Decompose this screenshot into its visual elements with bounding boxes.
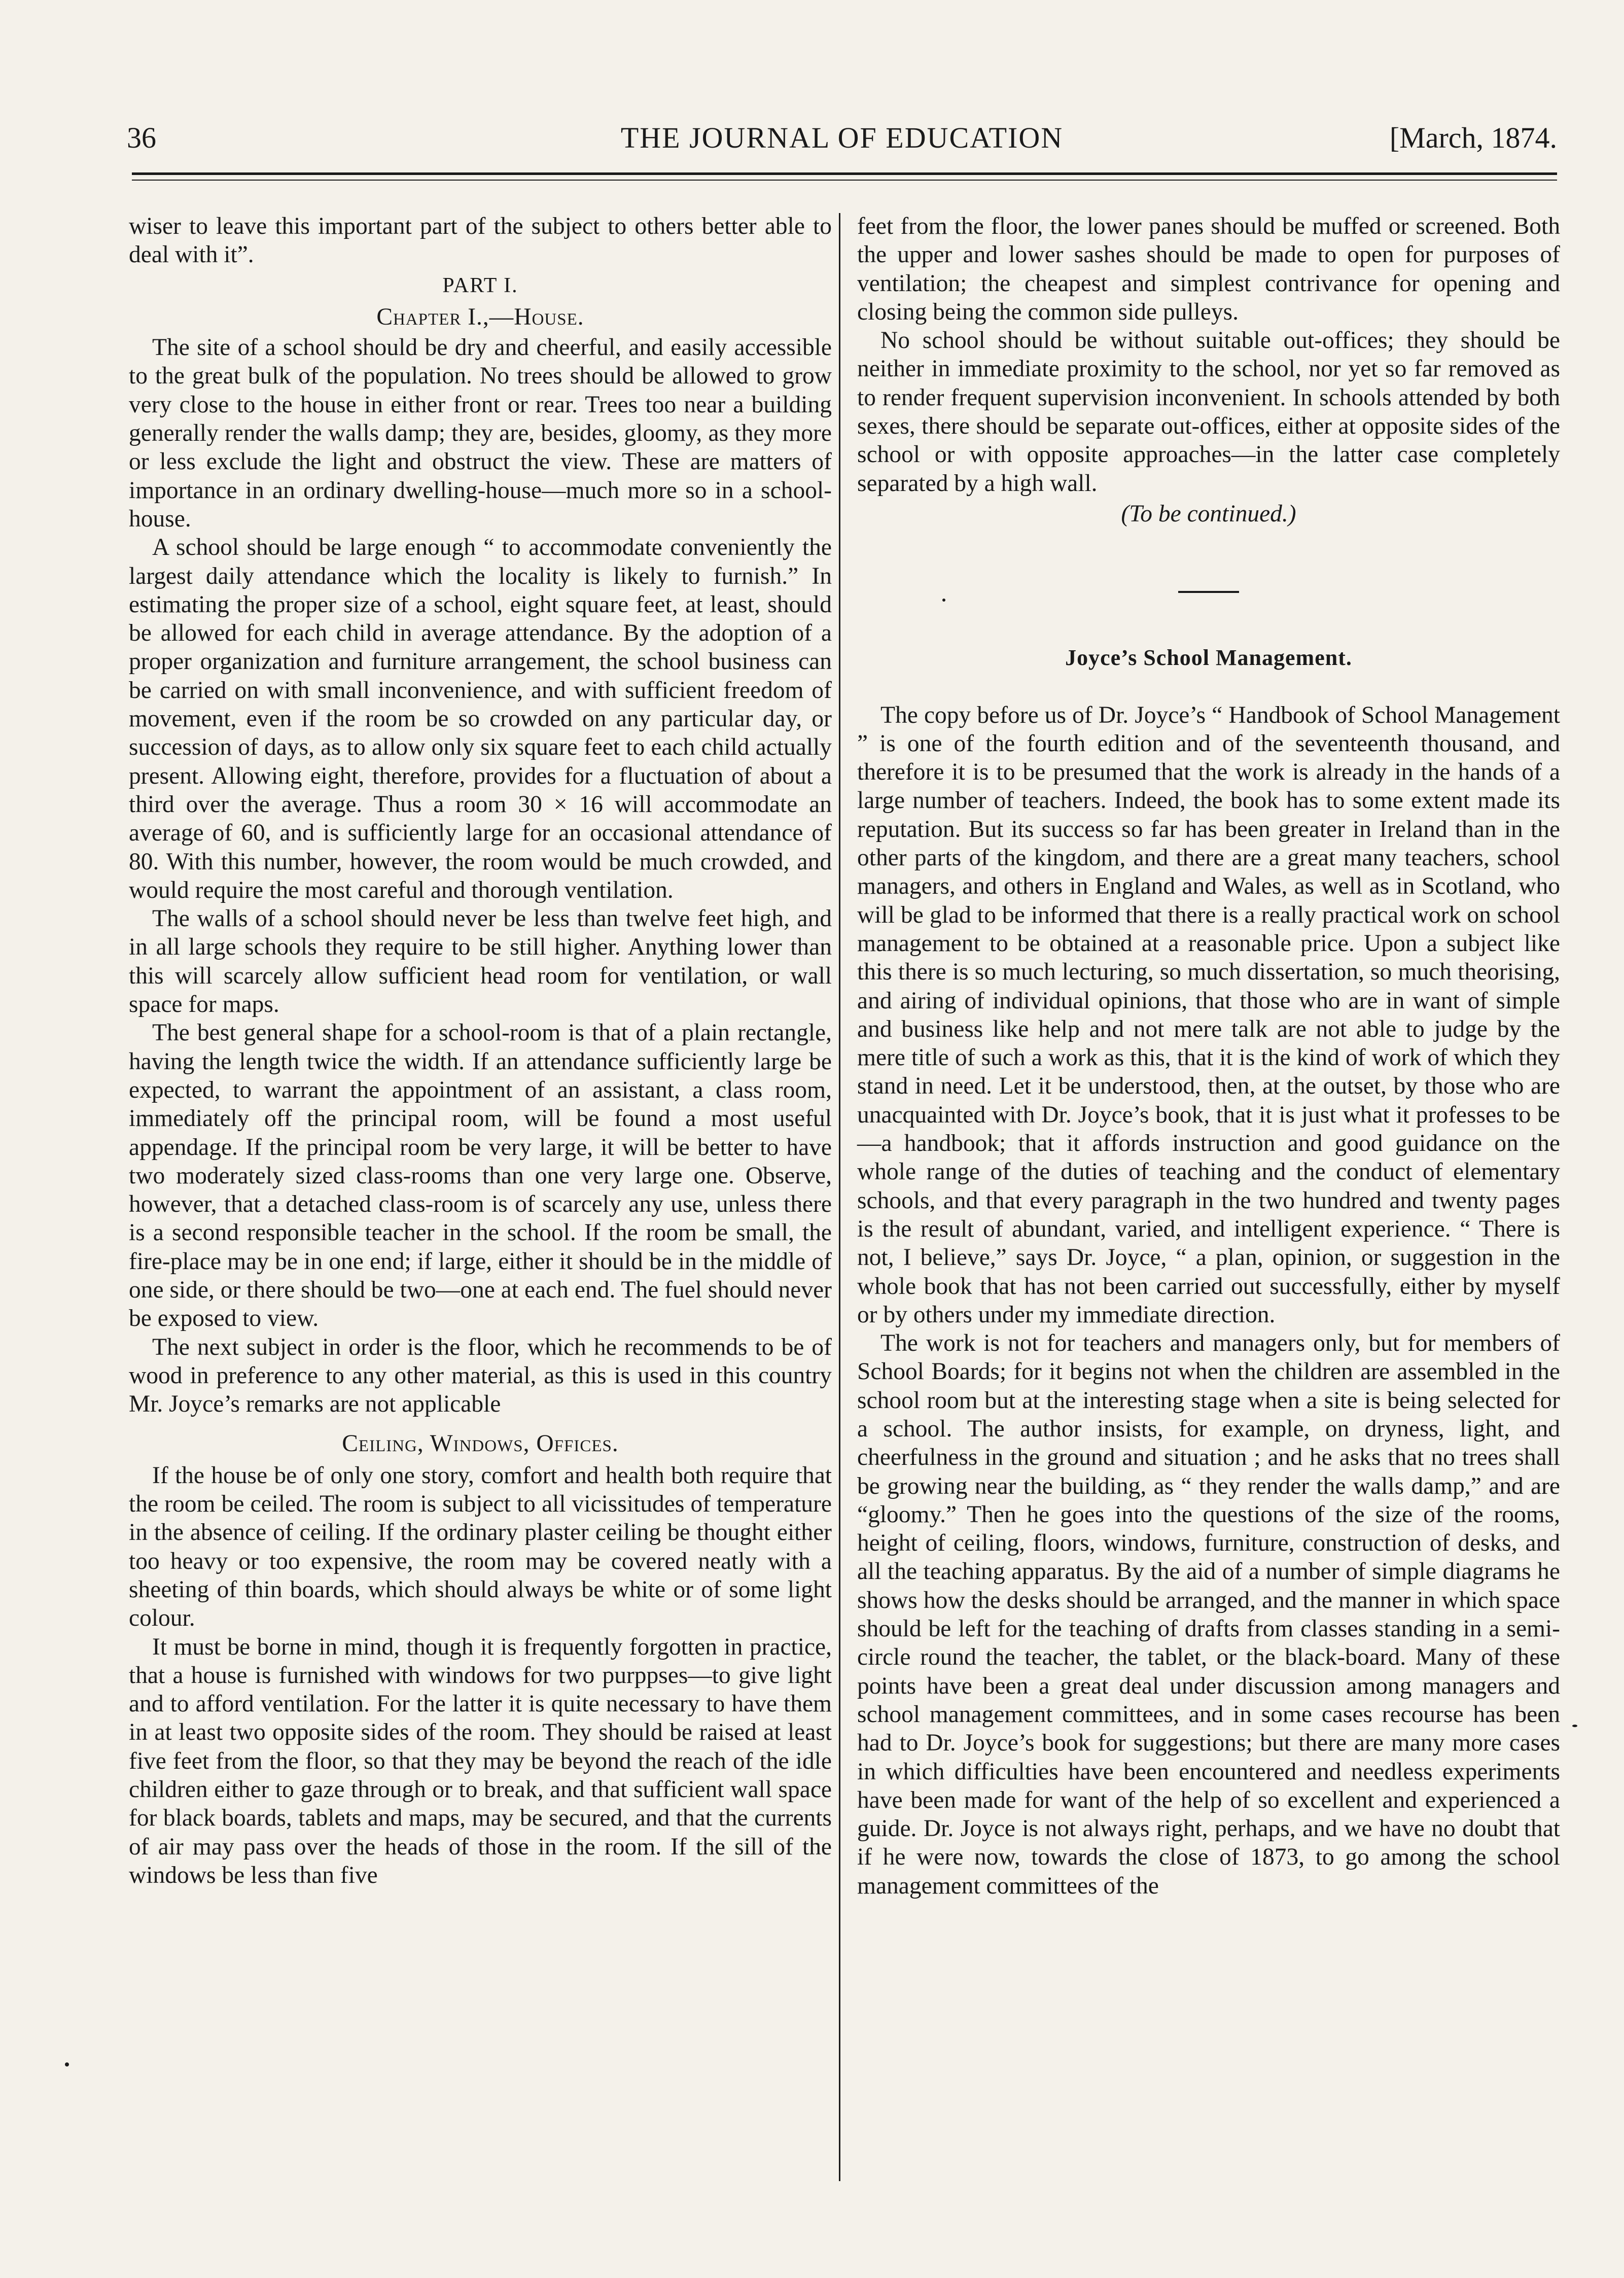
page-number: 36	[127, 121, 156, 154]
left-column	[129, 212, 832, 1889]
intro-paragraph: wiser to leave this important part of the subject to others better able to deal with it”.	[129, 213, 832, 268]
header-rule-thin	[132, 180, 1557, 181]
paragraph-ceiling: If the house be of only one story, comfort and health both require that the room be ceiled. The room is subject to all vicissitudes of temperature in the absence of ceiling. If the ordinary plaster ceiling be thought either too heavy or too expensive, the room may be covered neatly with a sheeting of thin boards, which should always be white or of some light colour.	[129, 1462, 832, 1632]
section-heading: Ceiling, Windows, Offices.	[342, 1430, 619, 1457]
paragraph-review-1: The copy before us of Dr. Joyce’s “ Handbook of School Management ” is one of the fourth edition and of the seventeenth thousand, and therefore it is to be presumed that the work is already in the hands of a large number of teachers. Indeed, the book has to some extent made its reputation. But its success so far has been greater in Ireland than in the other parts of the kingdom, and there are a great many teachers, school managers, and others in England and Wales, as well as in Scotland, who will be glad to be informed that there is a really practical work on school management to be obtained at a reasonable price. Upon a subject like this there is so much lecturing, so much dissertation, so much theorising, and airing of individual opinions, that those who are in want of simple and business like help and not mere talk are not able to judge by the mere title of such a work as this, that it is the kind of work of which they stand in need. Let it be understood, then, at the outset, by those who are unacquainted with Dr. Joyce’s book, that it is just what it professes to be—a handbook; that it affords instruction and good guidance on the whole range of the duties of teaching and the conduct of elementary schools, and that every paragraph in the two hundred and twenty pages is the result of abundant, varied, and intelligent experience. “ There is not, I believe,” says Dr. Joyce, “ a plan, opinion, or suggestion in the whole book that has not been carried out successfully, either by myself or by others under my immediate direction.	[857, 702, 1560, 1328]
article-title: Joyce’s School Management.	[1065, 645, 1352, 671]
continued-paragraph: feet from the floor, the lower panes should be muffed or screened. Both the upper and lower sashes should be made to open for purposes of ventilation; the cheapest and simplest contrivance for opening and closing being the common side pulleys.	[857, 213, 1560, 325]
paragraph-site: The site of a school should be dry and cheerful, and easily accessible to the great bulk of the population. No trees should be allowed to grow very close to the house in either front or rear. Trees too near a building generally render the walls damp; they are, besides, gloomy, as they more or less exclude the light and obstruct the view. These are matters of importance in an ordinary dwelling-house—much more so in a school-house.	[129, 334, 832, 532]
paragraph-shape: The best general shape for a school-room is that of a plain rectangle, having the length twice the width. If an attendance sufficiently large be expected, to warrant the appointment of an assistant, a class room, immediately off the principal room, will be found a most useful appendage. If the principal room be very large, it will be better to have two moderately sized class-rooms than one very large one. Observe, however, that a detached class-room is of scarcely any use, unless there is a second responsible teacher in the school. If the room be small, the fire-place may be in one end; if large, either it should be in the middle of one side, or there should be two—one at each end. The fuel should never be exposed to view.	[129, 1020, 832, 1332]
paragraph-review-2: The work is not for teachers and managers only, but for members of School Boards; for it begins not when the children are assembled in the school room but at the interesting stage when a site is being selected for a school. The author insists, for example, on dryness, light, and cheerfulness in the ground and situation ; and he asks that no trees shall be growing near the building, as “ they render the walls damp,” and are “gloomy.” Then he goes into the questions of the size of the rooms, height of ceiling, floors, windows, furniture, construction of desks, and all the teaching apparatus. By the aid of a number of simple diagrams he shows how the desks should be arranged, and the manner in which space should be left for the teaching of drafts from classes standing in a semi-circle round the teacher, the tablet, or the black-board. Many of these points have been a great deal under discussion among managers and school management committees, and in some cases recourse has been had to Dr. Joyce’s book for suggestions; but there are many more cases in which difficulties have been encountered and needless experiments have been made for want of the help of so excellent and experienced a guide. Dr. Joyce is not always right, perhaps, and we have no doubt that if he were now, towards the close of 1873, to go among the school management committees of the	[857, 1330, 1560, 1899]
paragraph-windows: It must be borne in mind, though it is frequently forgotten in practice, that a house is furnished with windows for two purppses—to give light and to afford ventilation. For the latter it is quite necessary to have them in at least two opposite sides of the room. They should be raised at least five feet from the floor, so that they may be beyond the reach of the idle children either to gaze through or to break, and that sufficient wall space for black boards, tablets and maps, may be secured, and that the currents of air may pass over the heads of those in the room. If the sill of the windows be less than five	[129, 1633, 832, 1888]
part-heading: PART I.	[442, 273, 518, 297]
right-column	[857, 212, 1560, 1900]
chapter-heading: Chapter I.,—House.	[376, 303, 584, 330]
print-speck	[942, 599, 945, 602]
paragraph-floor: The next subject in order is the floor, which he recommends to be of wood in preference to any other material, as this is used in this country Mr. Joyce’s remarks are not applicable	[129, 1334, 832, 1418]
header-rule-thick	[132, 172, 1557, 175]
page-header	[127, 118, 1557, 158]
article-separator	[1178, 591, 1239, 593]
journal-title: THE JOURNAL OF EDUCATION	[620, 121, 1064, 154]
print-speck	[1572, 1725, 1577, 1727]
paragraph-offices: No school should be without suitable out-offices; they should be neither in immediate proximity to the school, nor yet so far removed as to render frequent supervision inconvenient. In schools attended by both sexes, there should be separate out-offices, either at opposite sides of the school or with opposite approaches—in the latter case completely separated by a high wall.	[857, 327, 1560, 497]
paragraph-walls: The walls of a school should never be less than twelve feet high, and in all large schools they require to be still higher. Anything lower than this will scarcely allow sufficient head room for ventilation, or wall space for maps.	[129, 905, 832, 1018]
issue-date: [March, 1874.	[1389, 121, 1557, 154]
column-divider	[839, 213, 840, 2181]
paragraph-size: A school should be large enough “ to accommodate conveniently the largest daily attendance which the locality is likely to furnish.” In estimating the proper size of a school, eight square feet, at least, should be allowed for each child in average attendance. By the adoption of a proper organization and furniture arrangement, the school business can be carried on with small inconvenience, and with sufficient freedom of movement, even if the room be so crowded on any particular day, or succession of days, as to allow only six square feet to each child actually present. Allowing eight, therefore, provides for a fluctuation of about a third over the average. Thus a room 30 × 16 will accommodate an average of 60, and is sufficiently large for an occasional attendance of 80. With this number, however, the room would be much crowded, and would require the most careful and thorough ventilation.	[129, 534, 832, 903]
to-be-continued: (To be continued.)	[1121, 500, 1296, 527]
print-speck	[65, 2062, 69, 2066]
